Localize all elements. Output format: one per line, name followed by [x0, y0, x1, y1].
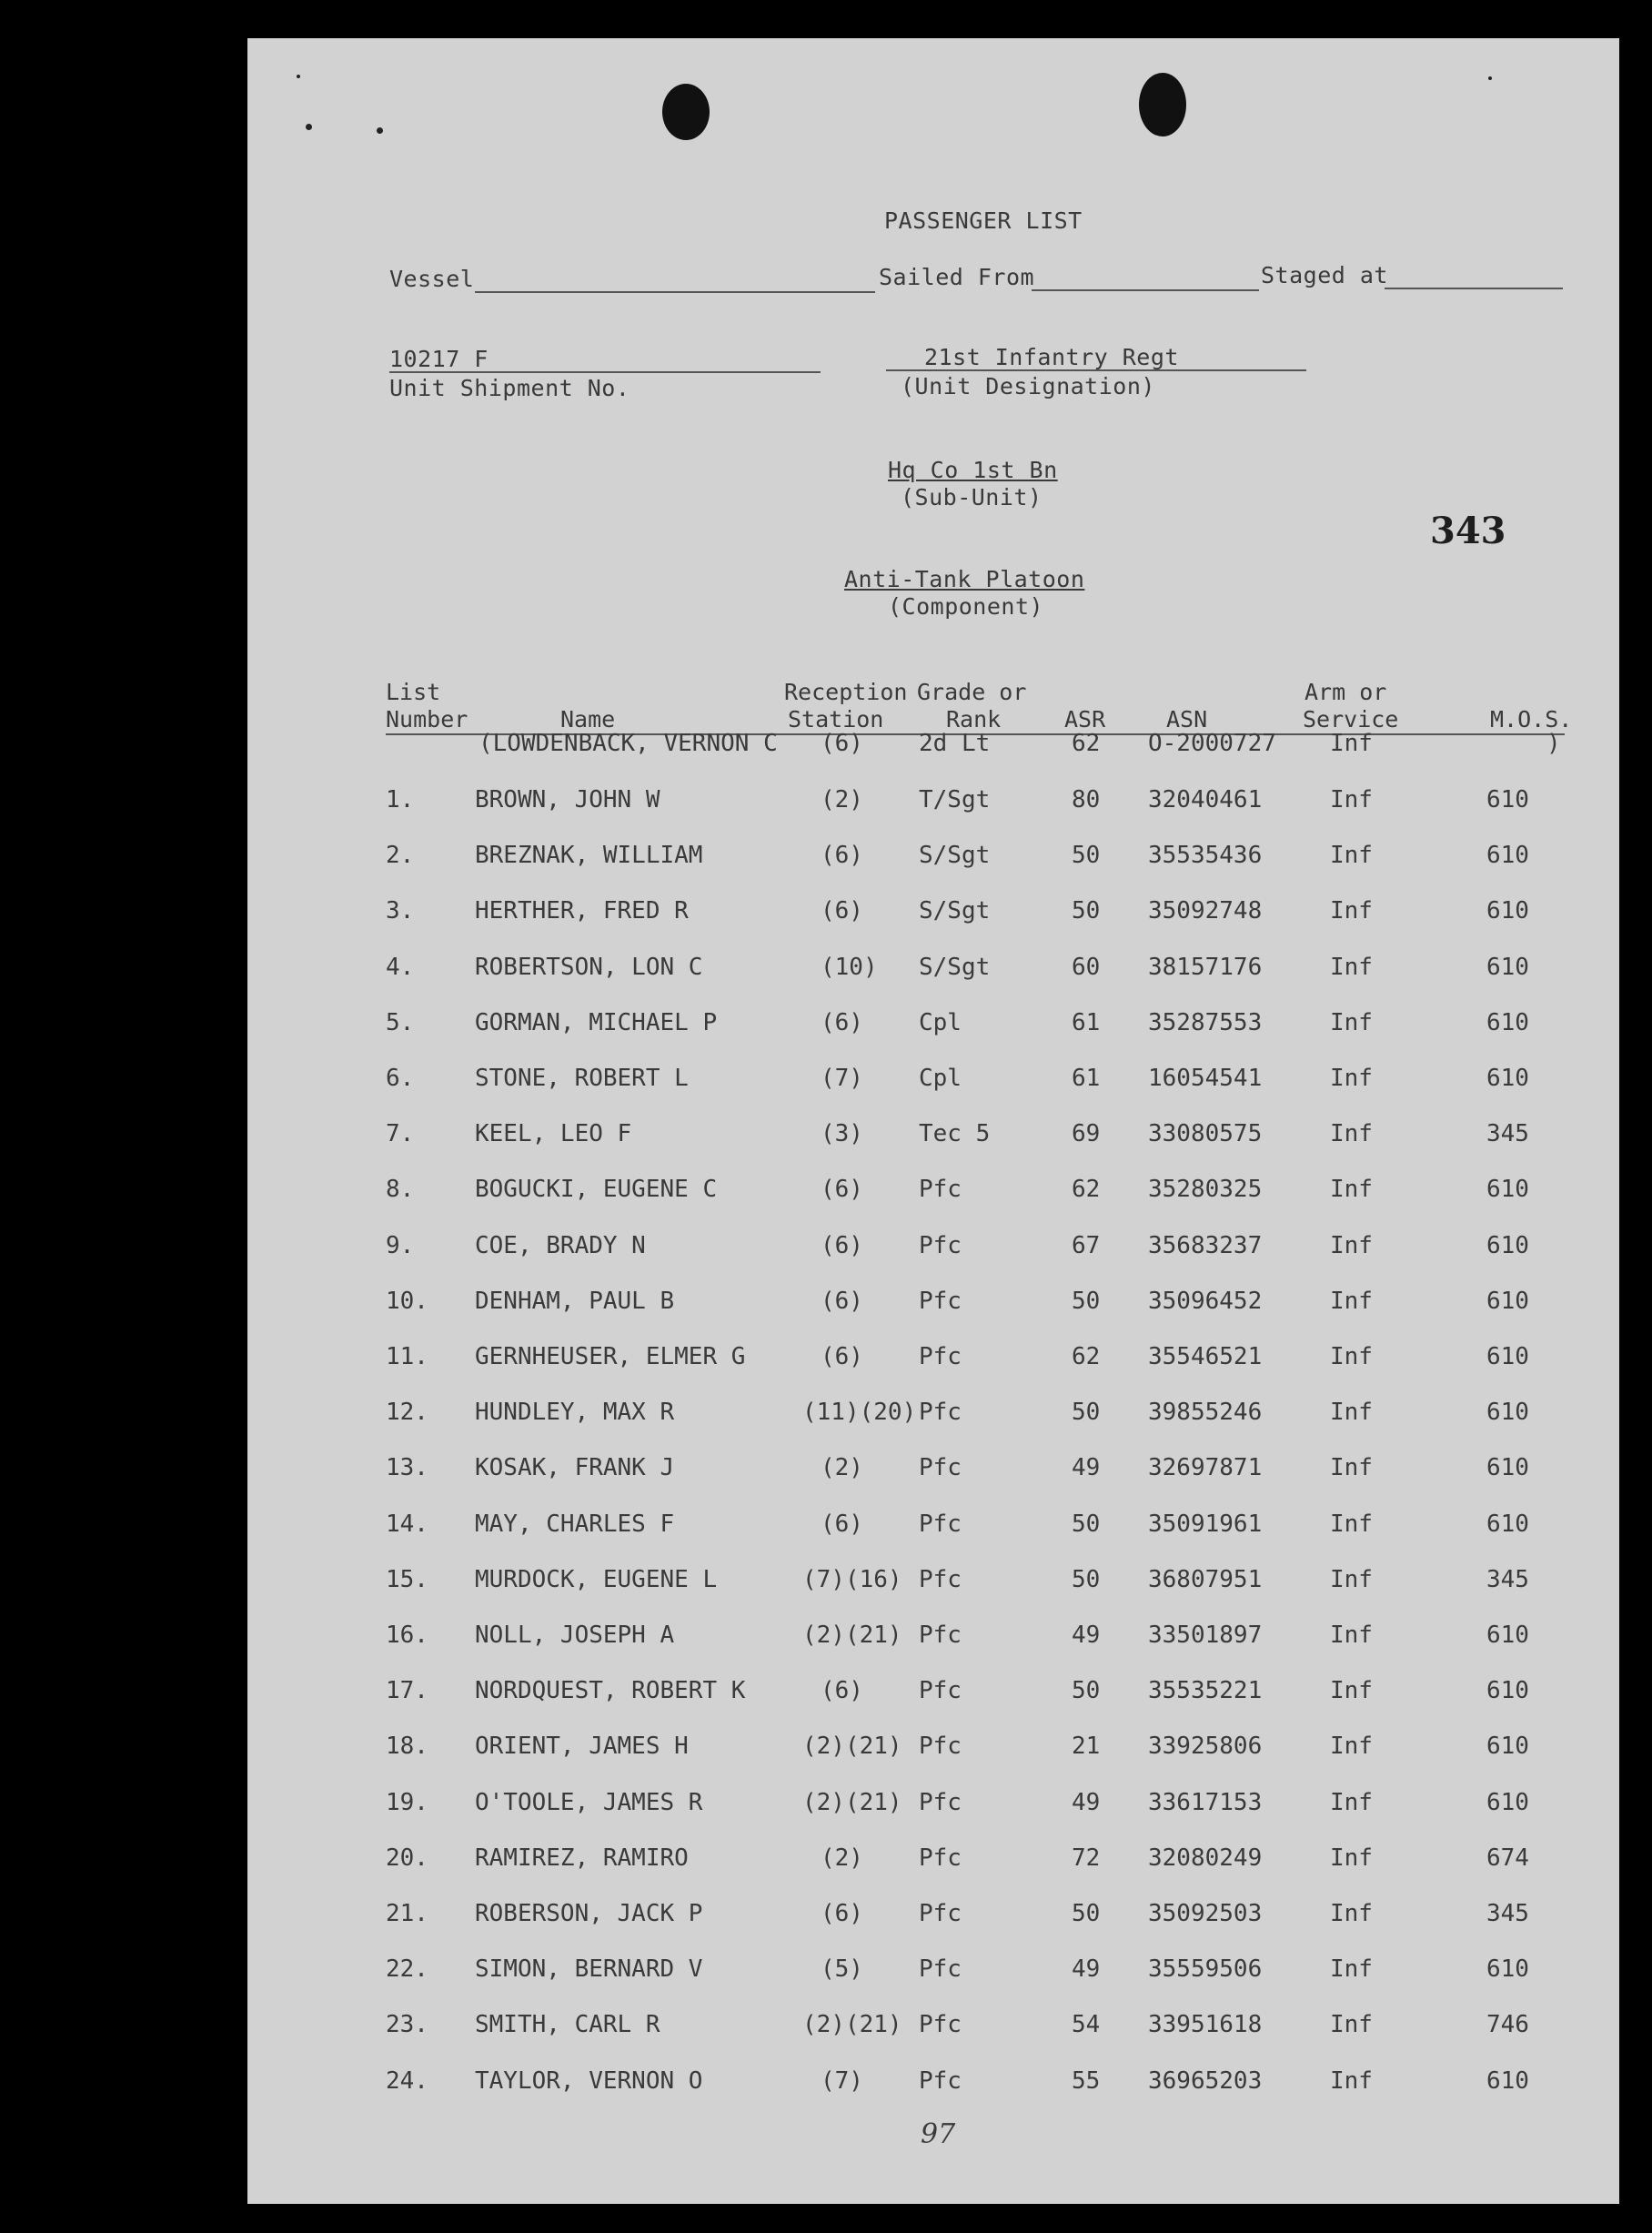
cell-asn: 35096452	[1148, 1288, 1263, 1315]
punch-hole-right	[1139, 73, 1186, 136]
cell-grade: Pfc	[919, 1900, 962, 1927]
cell-grade: Cpl	[919, 1065, 962, 1092]
cell-mos: 674	[1486, 1844, 1529, 1872]
officer-asn: O-2000727	[1148, 730, 1276, 757]
cell-asn: 35092748	[1148, 897, 1263, 925]
cell-reception-station: (6)	[821, 1009, 863, 1036]
table-row	[247, 1065, 1619, 1101]
header-arm-l1: Arm or	[1304, 679, 1387, 705]
cell-asr: 50	[1072, 897, 1101, 925]
cell-mos: 610	[1486, 1622, 1529, 1649]
cell-asn: 39855246	[1148, 1399, 1263, 1426]
cell-name: NORDQUEST, ROBERT K	[475, 1677, 746, 1704]
cell-list-number: 10.	[386, 1288, 428, 1315]
cell-asn: 35683237	[1148, 1232, 1263, 1259]
page-number-stamp: 343	[1430, 510, 1506, 552]
cell-arm-service: Inf	[1330, 1120, 1373, 1147]
cell-asn: 35535436	[1148, 842, 1263, 869]
unit-designation: 21st Infantry Regt	[924, 344, 1179, 370]
cell-asr: 21	[1072, 1733, 1101, 1760]
table-row	[247, 1120, 1619, 1157]
cell-asn: 36807951	[1148, 1566, 1263, 1593]
cell-arm-service: Inf	[1330, 1399, 1373, 1426]
cell-name: BOGUCKI, EUGENE C	[475, 1176, 718, 1203]
cell-mos: 746	[1486, 2011, 1529, 2038]
unit-designation-caption: (Unit Designation)	[901, 373, 1155, 399]
cell-grade: Pfc	[919, 1677, 962, 1704]
cell-reception-station: (2)(21)	[802, 1789, 902, 1816]
cell-mos: 610	[1486, 1677, 1529, 1704]
cell-asn: 33951618	[1148, 2011, 1263, 2038]
cell-name: NOLL, JOSEPH A	[475, 1622, 675, 1649]
cell-list-number: 13.	[386, 1454, 428, 1481]
cell-reception-station: (5)	[821, 1955, 863, 1983]
staged-at-blank	[1385, 288, 1563, 289]
cell-grade: Pfc	[919, 1955, 962, 1983]
component: Anti-Tank Platoon	[844, 566, 1085, 592]
cell-arm-service: Inf	[1330, 954, 1373, 981]
header-grade-l1: Grade or	[917, 679, 1027, 705]
cell-name: KEEL, LEO F	[475, 1120, 632, 1147]
table-row	[247, 1343, 1619, 1379]
cell-name: SMITH, CARL R	[475, 2011, 660, 2038]
cell-grade: Pfc	[919, 1566, 962, 1593]
header-asn: ASN	[1166, 706, 1208, 733]
cell-list-number: 21.	[386, 1900, 428, 1927]
cell-list-number: 7.	[386, 1120, 415, 1147]
header-name: Name	[560, 706, 616, 733]
cell-reception-station: (2)	[821, 786, 863, 813]
cell-grade: Tec 5	[919, 1120, 991, 1147]
cell-mos: 610	[1486, 1733, 1529, 1760]
cell-reception-station: (6)	[821, 842, 863, 869]
header-list: List	[386, 679, 441, 705]
header-reception-l1: Reception	[784, 679, 908, 705]
cell-arm-service: Inf	[1330, 1955, 1373, 1983]
table-row	[247, 1454, 1619, 1490]
table-row	[247, 1176, 1619, 1212]
cell-grade: Pfc	[919, 1789, 962, 1816]
cell-grade: Pfc	[919, 1844, 962, 1872]
cell-asr: 55	[1072, 2067, 1101, 2095]
cell-name: ROBERSON, JACK P	[475, 1900, 703, 1927]
cell-grade: Pfc	[919, 1733, 962, 1760]
cell-name: COE, BRADY N	[475, 1232, 646, 1259]
cell-arm-service: Inf	[1330, 1232, 1373, 1259]
table-row	[247, 1288, 1619, 1324]
cell-asr: 49	[1072, 1622, 1101, 1649]
cell-reception-station: (2)	[821, 1454, 863, 1481]
cell-asr: 62	[1072, 1343, 1101, 1370]
cell-arm-service: Inf	[1330, 1622, 1373, 1649]
cell-arm-service: Inf	[1330, 1454, 1373, 1481]
cell-name: HUNDLEY, MAX R	[475, 1399, 675, 1426]
cell-reception-station: (6)	[821, 897, 863, 925]
cell-grade: Pfc	[919, 1454, 962, 1481]
cell-asn: 32080249	[1148, 1844, 1263, 1872]
cell-grade: S/Sgt	[919, 842, 991, 869]
cell-reception-station: (2)(21)	[802, 1622, 902, 1649]
cell-name: KOSAK, FRANK J	[475, 1454, 675, 1481]
cell-list-number: 20.	[386, 1844, 428, 1872]
cell-grade: Pfc	[919, 1343, 962, 1370]
cell-name: SIMON, BERNARD V	[475, 1955, 703, 1983]
table-row	[247, 1511, 1619, 1547]
table-row	[247, 1677, 1619, 1713]
cell-arm-service: Inf	[1330, 897, 1373, 925]
cell-grade: Pfc	[919, 1288, 962, 1315]
cell-asr: 61	[1072, 1065, 1101, 1092]
header-mos: M.O.S.	[1490, 706, 1573, 733]
cell-grade: Pfc	[919, 1622, 962, 1649]
cell-asr: 69	[1072, 1120, 1101, 1147]
table-row	[247, 2067, 1619, 2104]
cell-asr: 50	[1072, 842, 1101, 869]
cell-list-number: 14.	[386, 1511, 428, 1538]
cell-asn: 36965203	[1148, 2067, 1263, 2095]
cell-arm-service: Inf	[1330, 1176, 1373, 1203]
cell-reception-station: (7)	[821, 2067, 863, 2095]
document-title: PASSENGER LIST	[884, 207, 1083, 234]
cell-list-number: 9.	[386, 1232, 415, 1259]
cell-mos: 610	[1486, 1454, 1529, 1481]
cell-asn: 16054541	[1148, 1065, 1263, 1092]
table-row	[247, 1399, 1619, 1435]
cell-arm-service: Inf	[1330, 2067, 1373, 2095]
cell-mos: 345	[1486, 1566, 1529, 1593]
cell-arm-service: Inf	[1330, 1789, 1373, 1816]
officer-reception: (6)	[821, 730, 863, 757]
unit-shipment-blank	[389, 371, 821, 373]
staged-at-label: Staged at	[1261, 262, 1388, 288]
cell-asn: 33501897	[1148, 1622, 1263, 1649]
cell-name: HERTHER, FRED R	[475, 897, 689, 925]
speck	[377, 127, 383, 134]
table-row	[247, 1566, 1619, 1602]
cell-grade: S/Sgt	[919, 954, 991, 981]
cell-reception-station: (3)	[821, 1120, 863, 1147]
cell-mos: 610	[1486, 1009, 1529, 1036]
cell-mos: 610	[1486, 2067, 1529, 2095]
cell-name: BREZNAK, WILLIAM	[475, 842, 703, 869]
cell-mos: 610	[1486, 1288, 1529, 1315]
cell-name: STONE, ROBERT L	[475, 1065, 689, 1092]
cell-asr: 49	[1072, 1955, 1101, 1983]
cell-reception-station: (6)	[821, 1511, 863, 1538]
cell-mos: 610	[1486, 786, 1529, 813]
cell-name: BROWN, JOHN W	[475, 786, 660, 813]
cell-mos: 610	[1486, 1789, 1529, 1816]
cell-grade: Pfc	[919, 1232, 962, 1259]
table-row	[247, 842, 1619, 878]
unit-shipment-caption: Unit Shipment No.	[389, 375, 630, 401]
cell-mos: 345	[1486, 1900, 1529, 1927]
cell-mos: 610	[1486, 1343, 1529, 1370]
unit-designation-blank	[886, 369, 1306, 371]
cell-name: MURDOCK, EUGENE L	[475, 1566, 718, 1593]
header-rank: Rank	[946, 706, 1002, 733]
table-row	[247, 1900, 1619, 1936]
table-row	[247, 1844, 1619, 1881]
cell-arm-service: Inf	[1330, 1677, 1373, 1704]
cell-asn: 38157176	[1148, 954, 1263, 981]
cell-arm-service: Inf	[1330, 1511, 1373, 1538]
sailed-from-blank	[1032, 289, 1259, 291]
speck	[1488, 76, 1492, 80]
cell-name: ROBERTSON, LON C	[475, 954, 703, 981]
cell-grade: Cpl	[919, 1009, 962, 1036]
cell-arm-service: Inf	[1330, 1009, 1373, 1036]
cell-arm-service: Inf	[1330, 842, 1373, 869]
cell-asr: 50	[1072, 1566, 1101, 1593]
cell-mos: 610	[1486, 1065, 1529, 1092]
table-row	[247, 954, 1619, 990]
cell-mos: 610	[1486, 954, 1529, 981]
cell-list-number: 1.	[386, 786, 415, 813]
cell-list-number: 2.	[386, 842, 415, 869]
cell-asr: 50	[1072, 1288, 1101, 1315]
cell-asr: 54	[1072, 2011, 1101, 2038]
cell-reception-station: (10)	[821, 954, 878, 981]
cell-asr: 67	[1072, 1232, 1101, 1259]
cell-asr: 62	[1072, 1176, 1101, 1203]
cell-grade: Pfc	[919, 1176, 962, 1203]
cell-list-number: 22.	[386, 1955, 428, 1983]
cell-reception-station: (11)(20)	[802, 1399, 917, 1426]
header-station: Station	[788, 706, 884, 733]
officer-row	[247, 730, 1619, 766]
cell-asr: 50	[1072, 1511, 1101, 1538]
cell-list-number: 5.	[386, 1009, 415, 1036]
officer-grade: 2d Lt	[919, 730, 991, 757]
cell-list-number: 3.	[386, 897, 415, 925]
sub-unit-caption: (Sub-Unit)	[901, 484, 1043, 510]
cell-list-number: 18.	[386, 1733, 428, 1760]
unit-shipment-number: 10217 F	[389, 346, 489, 372]
cell-list-number: 15.	[386, 1566, 428, 1593]
cell-reception-station: (6)	[821, 1677, 863, 1704]
table-row	[247, 2011, 1619, 2047]
cell-arm-service: Inf	[1330, 1900, 1373, 1927]
cell-asn: 33617153	[1148, 1789, 1263, 1816]
cell-asn: 35091961	[1148, 1511, 1263, 1538]
cell-asr: 49	[1072, 1789, 1101, 1816]
table-row	[247, 1232, 1619, 1268]
cell-list-number: 8.	[386, 1176, 415, 1203]
cell-mos: 610	[1486, 1232, 1529, 1259]
cell-list-number: 12.	[386, 1399, 428, 1426]
cell-list-number: 23.	[386, 2011, 428, 2038]
speck	[306, 124, 312, 130]
cell-grade: Pfc	[919, 1511, 962, 1538]
cell-reception-station: (2)(21)	[802, 1733, 902, 1760]
officer-asr: 62	[1072, 730, 1101, 757]
cell-asr: 49	[1072, 1454, 1101, 1481]
cell-reception-station: (7)	[821, 1065, 863, 1092]
cell-arm-service: Inf	[1330, 1844, 1373, 1872]
cell-list-number: 19.	[386, 1789, 428, 1816]
table-row	[247, 1733, 1619, 1769]
cell-mos: 610	[1486, 842, 1529, 869]
table-row	[247, 1622, 1619, 1658]
officer-mos: )	[1546, 730, 1561, 757]
cell-name: RAMIREZ, RAMIRO	[475, 1844, 689, 1872]
handwritten-page-number: 97	[921, 2118, 956, 2150]
speck	[297, 75, 300, 78]
cell-name: MAY, CHARLES F	[475, 1511, 675, 1538]
cell-name: ORIENT, JAMES H	[475, 1733, 689, 1760]
table-row	[247, 1955, 1619, 1992]
cell-reception-station: (2)	[821, 1844, 863, 1872]
cell-arm-service: Inf	[1330, 1343, 1373, 1370]
cell-grade: Pfc	[919, 2067, 962, 2095]
cell-reception-station: (6)	[821, 1900, 863, 1927]
cell-asn: 33925806	[1148, 1733, 1263, 1760]
cell-arm-service: Inf	[1330, 1566, 1373, 1593]
cell-list-number: 4.	[386, 954, 415, 981]
cell-name: GERNHEUSER, ELMER G	[475, 1343, 746, 1370]
component-caption: (Component)	[888, 593, 1044, 620]
cell-grade: T/Sgt	[919, 786, 991, 813]
cell-reception-station: (2)(21)	[802, 2011, 902, 2038]
cell-asn: 35559506	[1148, 1955, 1263, 1983]
table-row	[247, 786, 1619, 823]
cell-list-number: 24.	[386, 2067, 428, 2095]
table-row	[247, 897, 1619, 934]
cell-reception-station: (7)(16)	[802, 1566, 902, 1593]
cell-asn: 33080575	[1148, 1120, 1263, 1147]
cell-reception-station: (6)	[821, 1176, 863, 1203]
cell-asr: 60	[1072, 954, 1101, 981]
cell-mos: 610	[1486, 1399, 1529, 1426]
cell-grade: Pfc	[919, 1399, 962, 1426]
cell-grade: Pfc	[919, 2011, 962, 2038]
cell-asr: 50	[1072, 1677, 1101, 1704]
sailed-from-label: Sailed From	[879, 264, 1035, 290]
cell-arm-service: Inf	[1330, 2011, 1373, 2038]
cell-asr: 80	[1072, 786, 1101, 813]
header-number: Number	[386, 706, 468, 733]
cell-asr: 72	[1072, 1844, 1101, 1872]
cell-list-number: 16.	[386, 1622, 428, 1649]
cell-asn: 32040461	[1148, 786, 1263, 813]
cell-asn: 35092503	[1148, 1900, 1263, 1927]
officer-name: (LOWDENBACK, VERNON C	[478, 730, 778, 757]
cell-list-number: 6.	[386, 1065, 415, 1092]
officer-arm: Inf	[1330, 730, 1373, 757]
cell-list-number: 17.	[386, 1677, 428, 1704]
table-row	[247, 1009, 1619, 1046]
cell-mos: 610	[1486, 897, 1529, 925]
cell-reception-station: (6)	[821, 1343, 863, 1370]
cell-asn: 35546521	[1148, 1343, 1263, 1370]
cell-arm-service: Inf	[1330, 1065, 1373, 1092]
cell-asr: 50	[1072, 1900, 1101, 1927]
cell-asr: 61	[1072, 1009, 1101, 1036]
cell-asr: 50	[1072, 1399, 1101, 1426]
vessel-blank	[475, 291, 875, 293]
cell-name: TAYLOR, VERNON O	[475, 2067, 703, 2095]
sub-unit: Hq Co 1st Bn	[888, 457, 1058, 483]
cell-list-number: 11.	[386, 1343, 428, 1370]
cell-name: O'TOOLE, JAMES R	[475, 1789, 703, 1816]
cell-name: DENHAM, PAUL B	[475, 1288, 675, 1315]
vessel-label: Vessel	[389, 266, 475, 292]
document-page	[247, 38, 1619, 2204]
cell-mos: 610	[1486, 1511, 1529, 1538]
header-asr: ASR	[1064, 706, 1106, 733]
cell-reception-station: (6)	[821, 1232, 863, 1259]
cell-arm-service: Inf	[1330, 1733, 1373, 1760]
cell-asn: 35535221	[1148, 1677, 1263, 1704]
cell-mos: 345	[1486, 1120, 1529, 1147]
cell-mos: 610	[1486, 1176, 1529, 1203]
cell-mos: 610	[1486, 1955, 1529, 1983]
punch-hole-left	[662, 84, 710, 140]
cell-asn: 32697871	[1148, 1454, 1263, 1481]
cell-asn: 35280325	[1148, 1176, 1263, 1203]
header-service: Service	[1303, 706, 1399, 733]
cell-grade: S/Sgt	[919, 897, 991, 925]
cell-name: GORMAN, MICHAEL P	[475, 1009, 718, 1036]
table-row	[247, 1789, 1619, 1825]
cell-reception-station: (6)	[821, 1288, 863, 1315]
cell-asn: 35287553	[1148, 1009, 1263, 1036]
cell-arm-service: Inf	[1330, 786, 1373, 813]
cell-arm-service: Inf	[1330, 1288, 1373, 1315]
